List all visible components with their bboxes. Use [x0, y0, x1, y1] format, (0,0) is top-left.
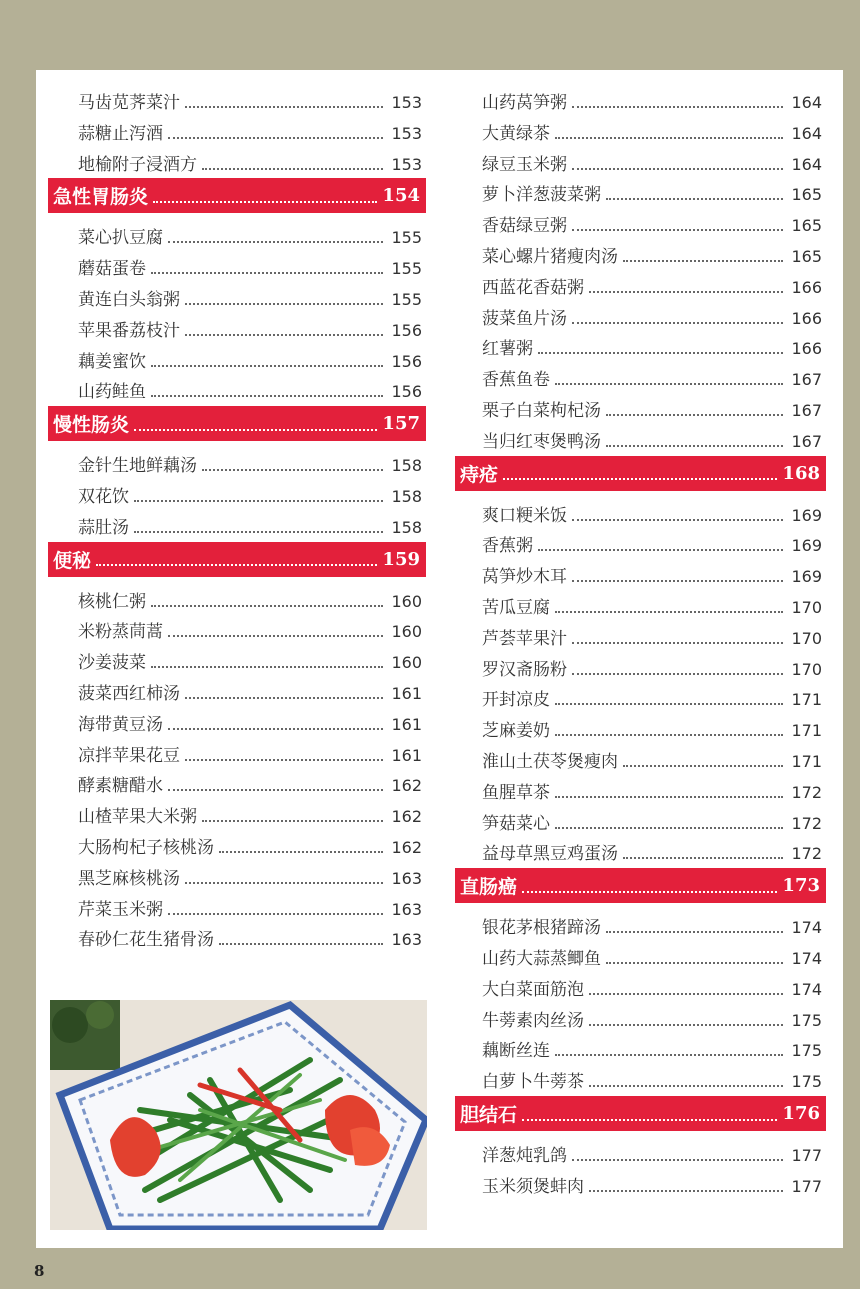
- toc-entry: [48, 310, 426, 341]
- entry-page-number: 156: [391, 382, 422, 402]
- entry-title: 香蕉鱼卷: [482, 370, 550, 391]
- entry-page-number: 167: [791, 431, 822, 451]
- section-title: 胆结石: [460, 1104, 518, 1126]
- dot-leader: [555, 1054, 783, 1056]
- dot-leader: [185, 106, 383, 108]
- entry-page-number: 153: [391, 93, 422, 112]
- toc-entry: [455, 298, 826, 329]
- entry-title: 马齿苋荠菜汁: [78, 93, 180, 113]
- entry-title: 当归红枣煲鸭汤: [482, 431, 601, 452]
- entry-page-number: 153: [391, 154, 422, 174]
- entry-page-number: 169: [791, 536, 822, 556]
- toc-entry: [455, 390, 826, 421]
- toc-entry: [455, 359, 826, 390]
- entry-page-number: 158: [391, 517, 422, 537]
- section-header: [48, 178, 426, 213]
- toc-entry: [48, 279, 426, 310]
- entry-page-number: 175: [791, 1010, 822, 1030]
- dot-leader: [185, 303, 383, 305]
- toc-entry: [455, 772, 826, 803]
- entry-title: 益母草黑豆鸡蛋汤: [482, 844, 618, 865]
- entry-title: 淮山土茯苓煲瘦肉: [482, 752, 618, 772]
- toc-entry: [455, 710, 826, 741]
- toc-entry: [455, 938, 826, 969]
- toc-entry: [455, 741, 826, 772]
- toc-entry: [48, 144, 426, 175]
- entry-title: 藕姜蜜饮: [78, 351, 146, 372]
- contents-panel: [36, 70, 843, 1248]
- toc-entry: [48, 673, 426, 704]
- dot-leader: [623, 765, 783, 767]
- toc-entry: [48, 248, 426, 279]
- toc-entry: [48, 113, 426, 144]
- toc-entry: [455, 803, 826, 834]
- entry-title: 爽口粳米饭: [482, 505, 567, 526]
- dot-leader: [572, 229, 783, 231]
- entry-page-number: 158: [391, 487, 422, 506]
- entry-title: 苹果番荔枝汁: [78, 320, 180, 341]
- toc-entry: [455, 1030, 826, 1061]
- entry-title: 大肠枸杞子核桃汤: [78, 838, 214, 858]
- entry-title: 菜心螺片猪瘦肉汤: [482, 247, 618, 267]
- section-title: 痔疮: [460, 463, 499, 486]
- dot-leader: [522, 891, 777, 893]
- entry-title: 山药莴笋粥: [482, 93, 567, 113]
- entry-page-number: 169: [791, 567, 822, 587]
- entry-page-number: 169: [791, 505, 822, 525]
- page-number: 8: [34, 1262, 45, 1280]
- entry-page-number: 171: [791, 690, 822, 710]
- section-title: 急性胃肠炎: [53, 186, 149, 209]
- section-header: [48, 406, 426, 441]
- toc-entry: [455, 174, 826, 205]
- toc-entry: [48, 827, 426, 858]
- toc-entry: [455, 833, 826, 864]
- dot-leader: [96, 564, 377, 566]
- dot-leader: [153, 201, 377, 203]
- dot-leader: [202, 820, 383, 822]
- toc-entry: [455, 1061, 826, 1092]
- entry-title: 蘑菇蛋卷: [78, 259, 146, 280]
- entry-page-number: 164: [791, 93, 822, 112]
- dot-leader: [168, 913, 383, 915]
- toc-entry: [48, 507, 426, 538]
- toc-entry: [455, 649, 826, 680]
- entry-page-number: 165: [791, 247, 822, 266]
- section-page-number: 157: [382, 413, 420, 435]
- entry-page-number: 177: [791, 1146, 822, 1165]
- section-header: [48, 542, 426, 577]
- entry-title: 蒜糖止泻酒: [78, 123, 163, 144]
- toc-entry: [455, 236, 826, 267]
- dot-leader: [589, 993, 783, 995]
- entry-page-number: 175: [791, 1041, 822, 1061]
- toc-entry: [48, 341, 426, 372]
- section-page-number: 168: [782, 462, 820, 484]
- entry-title: 莴笋炒木耳: [482, 567, 567, 588]
- entry-page-number: 172: [791, 813, 822, 833]
- toc-entry: [48, 476, 426, 507]
- section-title: 便秘: [53, 549, 92, 572]
- section-title: 直肠癌: [460, 876, 518, 899]
- entry-title: 黑芝麻核桃汤: [78, 868, 180, 889]
- entry-page-number: 172: [791, 844, 822, 864]
- section-page-number: 154: [382, 185, 420, 207]
- entry-title: 芝麻姜奶: [482, 721, 550, 742]
- entry-title: 萝卜洋葱菠菜粥: [482, 185, 601, 206]
- dot-leader: [555, 611, 783, 613]
- entry-page-number: 174: [791, 949, 822, 968]
- entry-title: 蒜肚汤: [78, 517, 129, 538]
- dish-photo-icon: [50, 1000, 427, 1230]
- dot-leader: [503, 478, 777, 480]
- section-header: [455, 868, 826, 903]
- dot-leader: [151, 272, 383, 274]
- dot-leader: [572, 673, 783, 675]
- dot-leader: [589, 1024, 783, 1026]
- toc-entry: [48, 445, 426, 476]
- entry-title: 栗子白菜枸杞汤: [482, 401, 601, 421]
- entry-page-number: 167: [791, 401, 822, 420]
- toc-entry: [455, 679, 826, 710]
- section-page-number: 173: [782, 875, 820, 897]
- entry-title: 大白菜面筋泡: [482, 979, 584, 1000]
- dot-leader: [555, 827, 783, 829]
- dot-leader: [522, 1119, 777, 1121]
- entry-page-number: 174: [791, 979, 822, 999]
- entry-page-number: 162: [391, 838, 422, 857]
- entry-title: 芹菜玉米粥: [78, 899, 163, 920]
- entry-page-number: 166: [791, 277, 822, 297]
- dot-leader: [202, 168, 383, 170]
- entry-page-number: 171: [791, 721, 822, 741]
- toc-entry: [455, 113, 826, 144]
- dot-leader: [589, 291, 783, 293]
- entry-page-number: 155: [391, 290, 422, 309]
- toc-entry: [48, 581, 426, 612]
- section-title: 慢性肠炎: [53, 414, 130, 437]
- entry-page-number: 174: [791, 918, 822, 938]
- dot-leader: [202, 469, 383, 471]
- toc-entry: [455, 618, 826, 649]
- entry-page-number: 164: [791, 154, 822, 174]
- dot-leader: [185, 759, 383, 761]
- dot-leader: [538, 549, 783, 551]
- dot-leader: [168, 241, 383, 243]
- dot-leader: [168, 789, 383, 791]
- entry-page-number: 161: [391, 745, 422, 765]
- entry-title: 绿豆玉米粥: [482, 154, 567, 175]
- entry-title: 黄连白头翁粥: [78, 290, 180, 310]
- toc-entry: [48, 796, 426, 827]
- dot-leader: [623, 857, 783, 859]
- entry-title: 香菇绿豆粥: [482, 216, 567, 237]
- entry-page-number: 166: [791, 339, 822, 359]
- dot-leader: [572, 519, 783, 521]
- entry-page-number: 161: [391, 684, 422, 703]
- entry-page-number: 166: [791, 308, 822, 328]
- dot-leader: [185, 882, 383, 884]
- dot-leader: [151, 605, 383, 607]
- toc-entry: [455, 1135, 826, 1166]
- entry-title: 白萝卜牛蒡茶: [482, 1072, 584, 1093]
- toc-entry: [455, 328, 826, 359]
- entry-title: 米粉蒸茼蒿: [78, 622, 163, 643]
- dot-leader: [572, 322, 783, 324]
- entry-page-number: 153: [391, 123, 422, 143]
- toc-entry: [455, 1166, 826, 1197]
- dot-leader: [134, 429, 377, 431]
- entry-page-number: 160: [391, 653, 422, 673]
- dot-leader: [219, 943, 383, 945]
- entry-page-number: 170: [791, 598, 822, 617]
- dot-leader: [589, 1190, 783, 1192]
- dot-leader: [538, 352, 783, 354]
- entry-page-number: 155: [391, 259, 422, 279]
- entry-title: 沙姜菠菜: [78, 653, 146, 674]
- entry-page-number: 165: [791, 185, 822, 205]
- toc-entry: [455, 587, 826, 618]
- entry-title: 罗汉斋肠粉: [482, 659, 567, 680]
- entry-title: 大黄绿茶: [482, 123, 550, 144]
- dot-leader: [606, 198, 783, 200]
- toc-entry: [48, 765, 426, 796]
- dot-leader: [219, 851, 383, 853]
- dot-leader: [555, 796, 783, 798]
- entry-title: 山药鲑鱼: [78, 382, 146, 403]
- toc-entry: [48, 217, 426, 248]
- entry-title: 山楂苹果大米粥: [78, 807, 197, 828]
- toc-entry: [455, 1000, 826, 1031]
- dot-leader: [185, 697, 383, 699]
- entry-title: 菠菜鱼片汤: [482, 308, 567, 329]
- section-page-number: 159: [382, 548, 420, 570]
- entry-page-number: 160: [391, 622, 422, 642]
- toc-entry: [48, 889, 426, 920]
- toc-entry: [455, 907, 826, 938]
- toc-entry: [48, 371, 426, 402]
- entry-page-number: 162: [391, 776, 422, 796]
- dot-leader: [168, 635, 383, 637]
- dot-leader: [168, 137, 383, 139]
- entry-title: 牛蒡素肉丝汤: [482, 1010, 584, 1031]
- entry-title: 西蓝花香菇粥: [482, 277, 584, 298]
- dot-leader: [572, 642, 783, 644]
- dot-leader: [185, 334, 383, 336]
- dot-leader: [151, 666, 383, 668]
- entry-title: 酵素糖醋水: [78, 776, 163, 797]
- entry-title: 菠菜西红柿汤: [78, 684, 180, 704]
- dot-leader: [606, 445, 783, 447]
- dot-leader: [555, 734, 783, 736]
- dot-leader: [134, 500, 383, 502]
- dot-leader: [134, 531, 383, 533]
- entry-title: 银花茅根猪蹄汤: [482, 918, 601, 939]
- entry-page-number: 163: [391, 868, 422, 888]
- dot-leader: [572, 580, 783, 582]
- toc-entry: [455, 495, 826, 526]
- entry-page-number: 170: [791, 628, 822, 648]
- entry-page-number: 172: [791, 782, 822, 802]
- dot-leader: [589, 1085, 783, 1087]
- entry-title: 双花饮: [78, 487, 129, 507]
- toc-entry: [48, 704, 426, 735]
- entry-title: 金针生地鲜藕汤: [78, 456, 197, 477]
- entry-title: 地榆附子浸酒方: [78, 154, 197, 175]
- entry-page-number: 167: [791, 370, 822, 390]
- entry-title: 山药大蒜蒸鲫鱼: [482, 949, 601, 969]
- toc-entry: [48, 82, 426, 113]
- dot-leader: [606, 931, 783, 933]
- dot-leader: [572, 1159, 783, 1161]
- entry-page-number: 164: [791, 123, 822, 143]
- entry-title: 玉米须煲蚌肉: [482, 1176, 584, 1197]
- entry-page-number: 165: [791, 216, 822, 236]
- entry-title: 春砂仁花生猪骨汤: [78, 930, 214, 951]
- toc-entry: [48, 735, 426, 766]
- entry-page-number: 160: [391, 591, 422, 611]
- entry-page-number: 175: [791, 1072, 822, 1092]
- entry-title: 红薯粥: [482, 339, 533, 360]
- entry-page-number: 170: [791, 659, 822, 679]
- section-header: [455, 1096, 826, 1131]
- dot-leader: [572, 106, 783, 108]
- dot-leader: [555, 137, 783, 139]
- toc-entry: [48, 919, 426, 950]
- entry-title: 核桃仁粥: [78, 591, 146, 612]
- entry-page-number: 156: [391, 351, 422, 371]
- toc-entry: [455, 205, 826, 236]
- toc-entry: [48, 611, 426, 642]
- dot-leader: [606, 962, 783, 964]
- entry-title: 香蕉粥: [482, 536, 533, 557]
- dot-leader: [151, 395, 383, 397]
- entry-page-number: 162: [391, 807, 422, 827]
- section-page-number: 176: [782, 1103, 820, 1124]
- entry-title: 笋菇菜心: [482, 813, 550, 834]
- entry-title: 苦瓜豆腐: [482, 598, 550, 618]
- entry-page-number: 161: [391, 714, 422, 734]
- toc-entry: [455, 267, 826, 298]
- dot-leader: [151, 365, 383, 367]
- entry-title: 鱼腥草茶: [482, 782, 550, 803]
- toc-entry: [455, 969, 826, 1000]
- toc-entry: [455, 556, 826, 587]
- entry-page-number: 177: [791, 1176, 822, 1196]
- entry-title: 芦荟苹果汁: [482, 628, 567, 649]
- entry-title: 凉拌苹果花豆: [78, 745, 180, 766]
- entry-title: 藕断丝连: [482, 1041, 550, 1062]
- entry-page-number: 163: [391, 899, 422, 919]
- entry-title: 开封凉皮: [482, 690, 550, 711]
- dot-leader: [623, 260, 783, 262]
- entry-page-number: 155: [391, 228, 422, 248]
- dot-leader: [555, 703, 783, 705]
- dot-leader: [555, 383, 783, 385]
- entry-title: 洋葱炖乳鸽: [482, 1146, 567, 1166]
- dot-leader: [606, 414, 783, 416]
- entry-page-number: 163: [391, 930, 422, 950]
- toc-entry: [455, 525, 826, 556]
- toc-entry: [455, 82, 826, 113]
- dot-leader: [168, 728, 383, 730]
- dish-photo: [50, 1000, 427, 1230]
- toc-entry: [455, 421, 826, 452]
- entry-page-number: 158: [391, 456, 422, 476]
- toc-entry: [455, 144, 826, 175]
- entry-page-number: 156: [391, 320, 422, 340]
- dot-leader: [572, 168, 783, 170]
- toc-entry: [48, 642, 426, 673]
- entry-title: 海带黄豆汤: [78, 714, 163, 735]
- entry-title: 菜心扒豆腐: [78, 228, 163, 249]
- entry-page-number: 171: [791, 752, 822, 771]
- section-header: [455, 456, 826, 491]
- toc-entry: [48, 858, 426, 889]
